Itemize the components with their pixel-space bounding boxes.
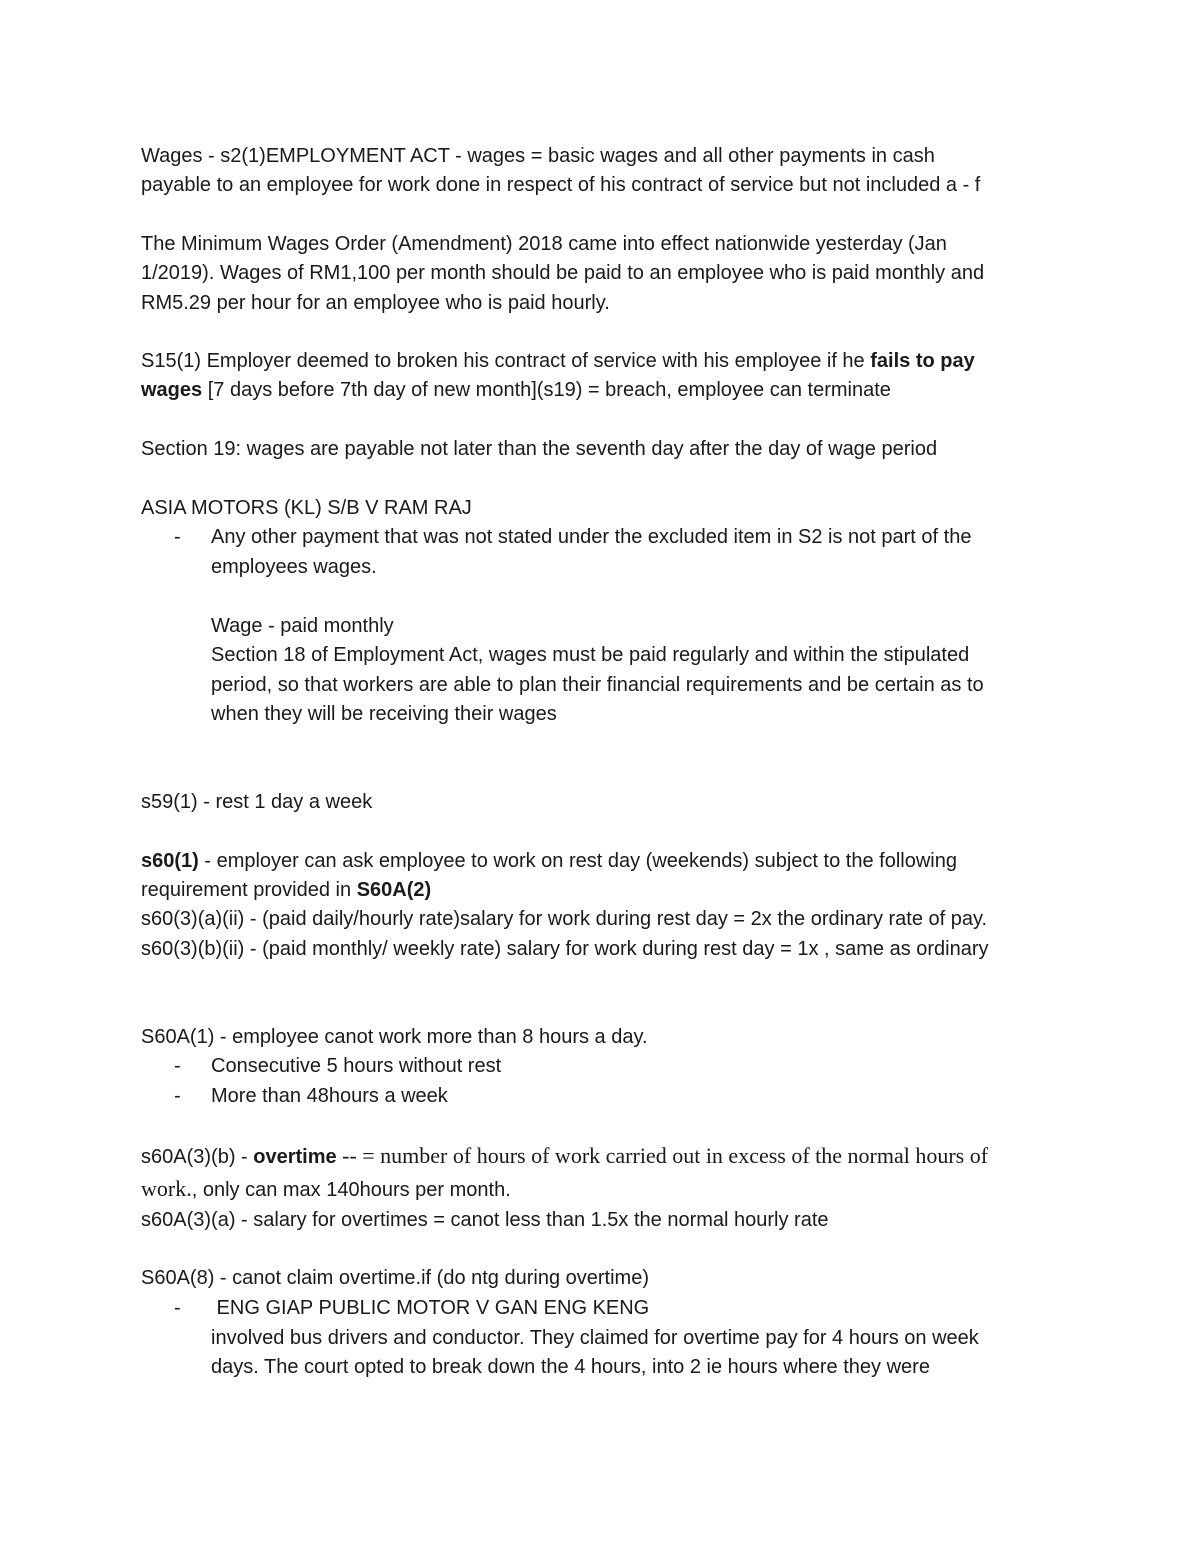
text: Section 18 of Employment Act, wages must be paid regularly and within the stipulated bbox=[211, 644, 970, 666]
text-line bbox=[141, 937, 989, 961]
text-line bbox=[141, 1177, 511, 1202]
text: More than 48hours a week bbox=[211, 1085, 448, 1107]
text: S15(1) Employer deemed to broken his contract of service with his employee if he bbox=[141, 350, 871, 372]
text-line bbox=[211, 1084, 448, 1108]
serif-text: work. bbox=[141, 1176, 192, 1201]
bullet-dash: - bbox=[174, 526, 181, 548]
text: days. The court opted to break down the 4 hours, into 2 ie hours where they were bbox=[211, 1356, 930, 1378]
text: S60A(1) - employee canot work more than 8 hours a day. bbox=[141, 1026, 648, 1048]
text: ENG GIAP PUBLIC MOTOR V GAN ENG KENG bbox=[211, 1297, 650, 1319]
text-line bbox=[211, 555, 377, 579]
text: s60A(3)(a) - salary for overtimes = canot less than 1.5x the normal hourly rate bbox=[141, 1209, 829, 1231]
text-line bbox=[141, 1144, 988, 1169]
serif-text: -- = number of hours of work carried out in excess of the normal hours of bbox=[336, 1143, 989, 1168]
text-line bbox=[141, 1025, 648, 1049]
text-line bbox=[211, 1054, 501, 1078]
case-heading bbox=[211, 1296, 649, 1320]
bold-text: wages bbox=[141, 379, 203, 401]
text-line bbox=[211, 702, 557, 726]
text-line bbox=[211, 525, 971, 549]
text: 1/2019). Wages of RM1,100 per month should be paid to an employee who is paid monthly and bbox=[141, 262, 985, 284]
text: S60A(8) - canot claim overtime.if (do ntg during overtime) bbox=[141, 1267, 649, 1289]
text: Any other payment that was not stated under the excluded item in S2 is not part of the bbox=[211, 526, 972, 548]
text: Section 19: wages are payable not later than the seventh day after the day of wage period bbox=[141, 438, 938, 460]
text-line bbox=[141, 291, 610, 315]
text-line bbox=[141, 1208, 829, 1232]
text: ASIA MOTORS (KL) S/B V RAM RAJ bbox=[141, 497, 472, 519]
text-line bbox=[211, 643, 969, 667]
text-line bbox=[211, 1326, 979, 1350]
text-line bbox=[141, 173, 980, 197]
text: involved bus drivers and conductor. They claimed for overtime pay for 4 hours on week bbox=[211, 1327, 979, 1349]
bold-text: S60A(2) bbox=[356, 879, 432, 901]
text-line bbox=[211, 614, 394, 638]
text: , only can max 140hours per month. bbox=[191, 1179, 511, 1201]
text: [7 days before 7th day of new month](s19) = breach, employee can terminate bbox=[202, 379, 891, 401]
text-line bbox=[141, 1266, 649, 1290]
text: - employer can ask employee to work on rest day (weekends) subject to the following bbox=[198, 850, 957, 872]
text: Wage - paid monthly bbox=[211, 615, 394, 637]
text-line bbox=[141, 878, 431, 902]
text: employees wages. bbox=[211, 556, 377, 578]
text: The Minimum Wages Order (Amendment) 2018 came into effect nationwide yesterday (Jan bbox=[141, 233, 947, 255]
bullet-dash: - bbox=[174, 1297, 181, 1319]
bold-text: s60(1) bbox=[141, 850, 199, 872]
text-line bbox=[141, 232, 947, 256]
bullet-dash: - bbox=[174, 1085, 181, 1107]
text: when they will be receiving their wages bbox=[211, 703, 557, 725]
text-line bbox=[211, 1355, 930, 1379]
text-line bbox=[141, 849, 957, 873]
text: s60A(3)(b) - bbox=[141, 1146, 254, 1168]
text-line bbox=[141, 378, 891, 402]
text: RM5.29 per hour for an employee who is paid hourly. bbox=[141, 292, 610, 314]
case-heading bbox=[141, 496, 472, 520]
text: s59(1) - rest 1 day a week bbox=[141, 791, 373, 813]
bold-text: overtime bbox=[253, 1146, 337, 1168]
text: s60(3)(a)(ii) - (paid daily/hourly rate)salary for work during rest day = 2x the ordinary rate of pay. bbox=[141, 908, 988, 930]
text: Consecutive 5 hours without rest bbox=[211, 1055, 502, 1077]
text-line bbox=[211, 673, 984, 697]
text-line bbox=[141, 790, 372, 814]
text-line bbox=[141, 907, 987, 931]
bold-text: fails to pay bbox=[870, 350, 975, 372]
text: payable to an employee for work done in respect of his contract of service but not included a - f bbox=[141, 174, 981, 196]
text-line bbox=[141, 261, 984, 285]
text: s60(3)(b)(ii) - (paid monthly/ weekly rate) salary for work during rest day = 1x , same as ordinary bbox=[141, 938, 989, 960]
text-line bbox=[141, 437, 937, 461]
text-line bbox=[141, 349, 975, 373]
text: Wages - s2(1)EMPLOYMENT ACT - wages = basic wages and all other payments in cash bbox=[141, 145, 935, 167]
text-line bbox=[141, 144, 935, 168]
bullet-dash: - bbox=[174, 1055, 181, 1077]
text: period, so that workers are able to plan their financial requirements and be certain as to bbox=[211, 674, 984, 696]
text: requirement provided in bbox=[141, 879, 357, 901]
